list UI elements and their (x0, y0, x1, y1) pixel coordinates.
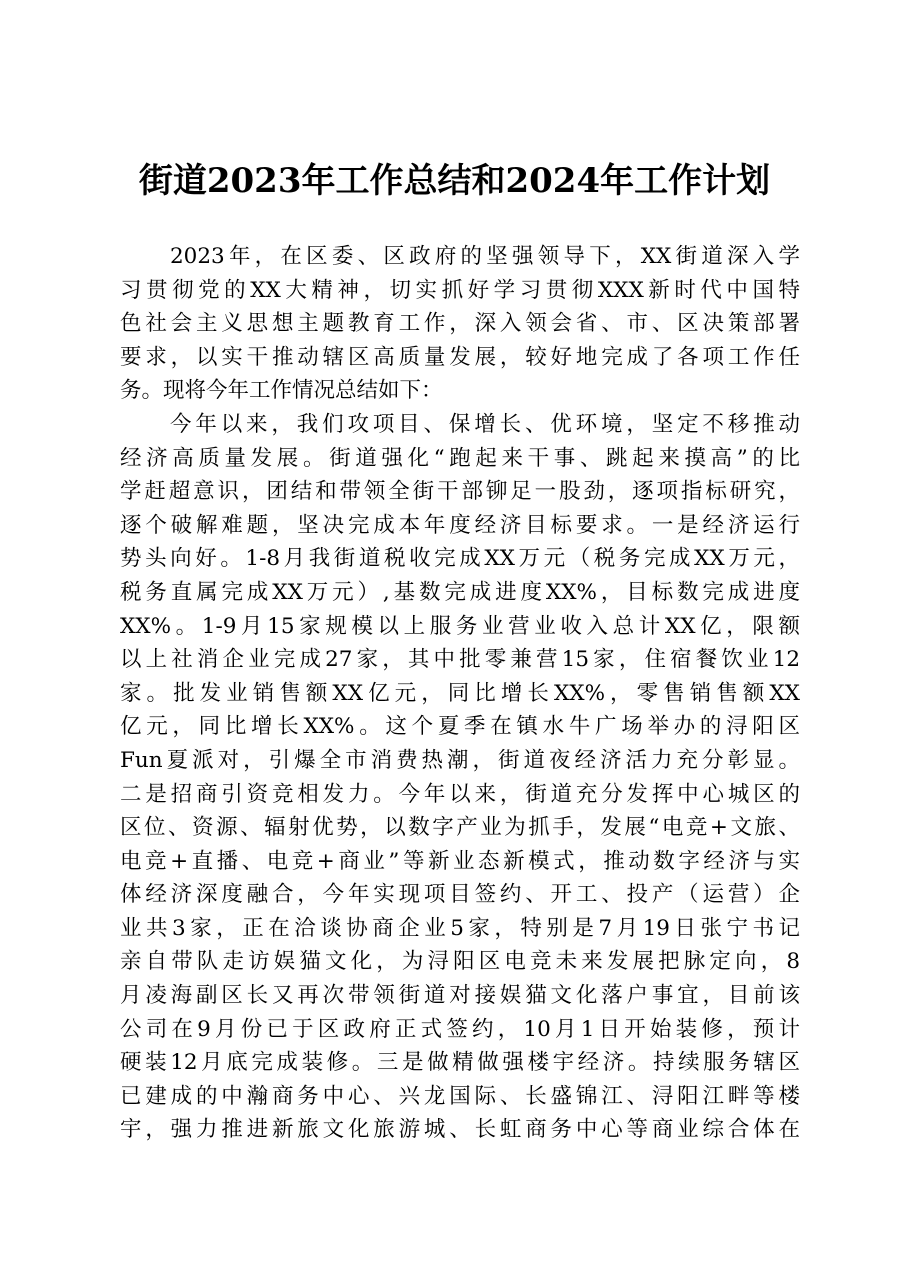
paragraph-line: 习贯彻党的XX大精神，切实抓好学习贯彻XXX新时代中国特 (120, 277, 800, 303)
paragraph-line: 色社会主义思想主题教育工作，深入领会省、市、区决策部署 (120, 311, 800, 337)
paragraph-line: Fun夏派对，引爆全市消费热潮，街道夜经济活力充分彰显。 (120, 747, 800, 773)
paragraph-line: 税务直属完成XX万元）,基数完成进度XX%，目标数完成进度 (120, 579, 800, 605)
paragraph-line: 电竞+直播、电竞+商业”等新业态新模式，推动数字经济与实 (120, 848, 800, 874)
paragraph-line: 公司在9月份已于区政府正式签约，10月1日开始装修，预计 (120, 1016, 800, 1042)
paragraph-line: 逐个破解难题，坚决完成本年度经济目标要求。一是经济运行 (120, 512, 800, 538)
paragraph-line: 亿元，同比增长XX%。这个夏季在镇水牛广场举办的浔阳区 (120, 714, 800, 740)
document-title: 街道2023年工作总结和2024年工作计划 (138, 161, 771, 201)
paragraph-line: 势头向好。1-8月我街道税收完成XX万元（税务完成XX万元， (120, 546, 800, 572)
paragraph-line: 要求，以实干推动辖区高质量发展，较好地完成了各项工作任 (120, 344, 800, 370)
paragraph-line: 经济高质量发展。街道强化“跑起来干事、跳起来摸高”的比 (120, 445, 800, 471)
paragraph-line: 以上社消企业完成27家，其中批零兼营15家，住宿餐饮业12 (120, 647, 800, 673)
paragraph-line: 区位、资源、辐射优势，以数字产业为抓手，发展“电竞+文旅、 (120, 815, 800, 841)
paragraph-line: 学赶超意识，团结和带领全街干部铆足一股劲，逐项指标研究， (120, 479, 800, 505)
document-body (120, 240, 800, 1147)
paragraph-line: XX%。1-9月15家规模以上服务业营业收入总计XX亿，限额 (120, 613, 800, 639)
paragraph-line: 二是招商引资竞相发力。今年以来，街道充分发挥中心城区的 (120, 781, 800, 807)
paragraph-line: 已建成的中瀚商务中心、兴龙国际、长盛锦江、浔阳江畔等楼 (120, 1083, 800, 1109)
paragraph-line: 体经济深度融合，今年实现项目签约、开工、投产（运营）企 (120, 882, 800, 908)
paragraph-line: 业共3家，正在洽谈协商企业5家，特别是7月19日张宁书记 (120, 915, 800, 941)
paragraph-line: 硬装12月底完成装修。三是做精做强楼宇经济。持续服务辖区 (120, 1050, 800, 1076)
paragraph-line: 2023年，在区委、区政府的坚强领导下，XX街道深入学 (170, 244, 800, 269)
paragraph-line: 宇，强力推进新旅文化旅游城、长虹商务中心等商业综合体在 (120, 1117, 800, 1143)
paragraph-line: 月凌海副区长又再次带领街道对接娱猫文化落户事宜，目前该 (120, 983, 800, 1009)
paragraph-line: 今年以来，我们攻项目、保增长、优环境，坚定不移推动 (170, 411, 800, 437)
paragraph-line: 务。现将今年工作情况总结如下： (120, 378, 443, 404)
paragraph-line: 家。批发业销售额XX亿元，同比增长XX%，零售销售额XX (120, 680, 800, 706)
paragraph-line: 亲自带队走访娱猫文化，为浔阳区电竞未来发展把脉定向，8 (120, 949, 800, 975)
